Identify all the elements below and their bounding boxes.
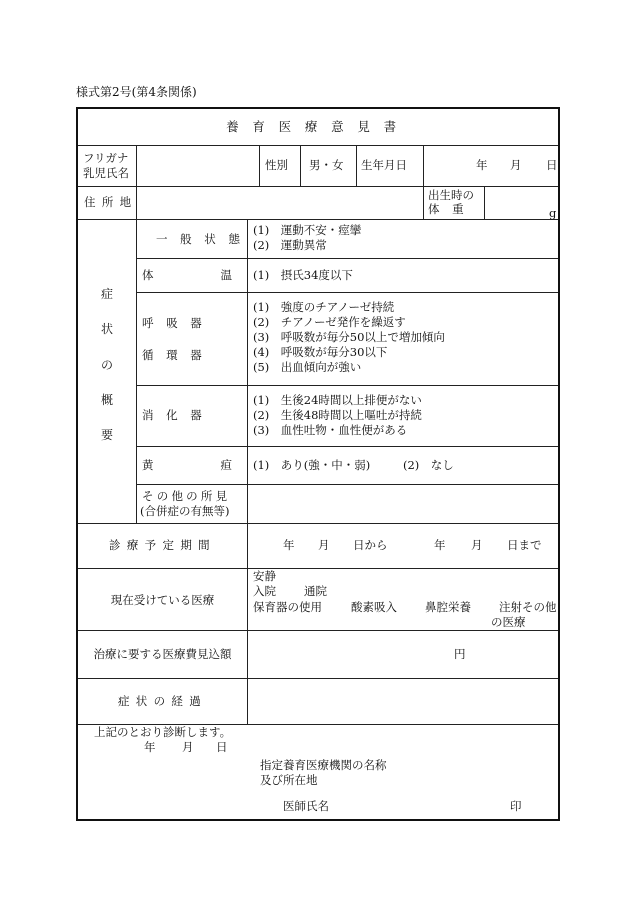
rule [423, 186, 424, 219]
treatment-outpatient[interactable]: 通院 [304, 584, 327, 598]
option-item[interactable]: (1) 生後24時間以上排便がない [253, 393, 422, 407]
symptom-progress-label: 症状の経過 [117, 694, 208, 708]
child-name-label: 乳児氏名 [83, 166, 129, 180]
general-state-options [253, 223, 361, 253]
rule [136, 446, 558, 447]
institution-name-label: 指定養育医療機関の名称 [260, 758, 387, 772]
rule [423, 145, 424, 186]
symptoms-summary-label [78, 285, 136, 443]
option-item[interactable]: (1) 運動不安・痙攣 [253, 223, 362, 237]
rule [300, 145, 301, 186]
rule [356, 145, 357, 186]
cost-estimate-field[interactable] [248, 631, 448, 677]
rule [78, 568, 558, 569]
digestive-label: 消化器 [142, 408, 215, 422]
dob-year: 年 [476, 158, 488, 172]
option-item[interactable]: (1) 強度のチアノーゼ持続 [253, 300, 395, 314]
symptoms-char: 症 [100, 287, 113, 301]
seal-mark: 印 [510, 799, 522, 813]
rule [136, 258, 558, 259]
symptoms-char: 要 [100, 428, 113, 442]
dob-day: 日 [546, 158, 558, 172]
jaundice-label [142, 458, 232, 473]
body-temp-char: 体 [142, 268, 154, 282]
treatment-incubator[interactable]: 保育器の使用 [253, 600, 322, 614]
general-state-label: 一般状態 [156, 232, 253, 246]
rule [78, 523, 558, 524]
option-item[interactable]: (3) 呼吸数が毎分50以上で増加傾向 [253, 330, 445, 344]
sex-options[interactable]: 男・女 [309, 158, 344, 172]
diagnosis-month: 月 [182, 740, 194, 754]
option-item[interactable]: (2) 生後48時間以上嘔吐が持続 [253, 408, 422, 422]
child-name-field[interactable] [137, 146, 258, 185]
symptom-progress-field[interactable] [248, 679, 557, 723]
jaundice-char: 疸 [220, 458, 232, 472]
sex-label: 性別 [265, 158, 288, 172]
doctor-signature-field[interactable] [340, 795, 500, 815]
treatment-oxygen[interactable]: 酸素吸入 [351, 600, 397, 614]
treatment-period-label: 診療予定期間 [109, 538, 216, 552]
other-findings-sublabel: (合併症の有無等) [140, 504, 230, 518]
symptoms-char: の [100, 357, 113, 372]
period-month-from: 月 [318, 538, 330, 552]
rule [136, 292, 558, 293]
digestive-options [253, 393, 422, 438]
period-day-from: 日から [353, 538, 388, 552]
symptoms-char: 状 [100, 322, 113, 337]
circulatory-label: 循環器 [142, 348, 215, 362]
treatment-injection[interactable]: 注射その他 [499, 600, 557, 614]
option-item[interactable]: (3) 血性吐物・血性便がある [253, 423, 408, 437]
medical-opinion-form [76, 107, 560, 821]
option-item[interactable]: (2) 運動異常 [253, 238, 327, 252]
other-findings-field[interactable] [248, 485, 557, 522]
period-month-to: 月 [471, 538, 483, 552]
option-item[interactable]: (4) 呼吸数が毎分30以下 [253, 345, 388, 359]
symptoms-char: 概 [100, 392, 113, 407]
cost-estimate-unit: 円 [454, 647, 466, 661]
birth-weight-unit: g [549, 206, 557, 220]
period-year-to: 年 [434, 538, 446, 552]
jaundice-option-yes[interactable]: (1) あり(強・中・弱) [253, 458, 371, 472]
jaundice-option-no[interactable]: (2) なし [403, 458, 454, 472]
jaundice-char: 黄 [142, 458, 154, 472]
rule [136, 385, 558, 386]
option-item[interactable]: (5) 出血傾向が強い [253, 360, 362, 374]
doctor-name-label: 医師氏名 [283, 799, 329, 813]
birth-weight-label-1: 出生時の [428, 188, 474, 202]
diagnosis-year: 年 [144, 740, 156, 754]
birth-weight-label-2: 体重 [428, 202, 477, 216]
period-day-to: 日まで [507, 538, 542, 552]
respiratory-label: 呼吸器 [142, 316, 215, 330]
dob-month: 月 [510, 158, 522, 172]
treatment-inpatient[interactable]: 入院 [253, 584, 276, 598]
rule [136, 219, 137, 523]
address-field[interactable] [137, 187, 422, 218]
body-temp-option[interactable]: (1) 摂氏34度以下 [253, 268, 353, 282]
address-label: 住所地 [84, 195, 138, 209]
treatment-nasal-feeding[interactable]: 鼻腔栄養 [425, 600, 471, 614]
form-title: 養育医療意見書 [226, 119, 410, 134]
body-temp-label [142, 268, 232, 283]
treatment-other-medical: の医療 [491, 615, 526, 629]
diagnosis-day: 日 [216, 740, 228, 754]
cost-estimate-label: 治療に要する医療費見込額 [93, 647, 232, 661]
rule [484, 186, 485, 219]
treatment-rest[interactable]: 安静 [253, 569, 276, 583]
form-caption: 様式第2号(第4条関係) [76, 85, 197, 99]
period-year-from: 年 [283, 538, 295, 552]
respiratory-options [253, 300, 445, 375]
dob-label: 生年月日 [361, 158, 407, 172]
rule [78, 219, 558, 220]
other-findings-label: その他の所見 [142, 489, 231, 503]
diagnosis-statement: 上記のとおり診断します。 [94, 725, 232, 739]
option-item[interactable]: (2) チアノーゼ発作を繰返す [253, 315, 406, 329]
furigana-label: フリガナ [83, 151, 129, 165]
current-treatment-label: 現在受けている医療 [110, 593, 215, 607]
institution-address-label: 及び所在地 [260, 773, 318, 787]
rule [259, 145, 260, 186]
body-temp-char: 温 [220, 268, 232, 282]
